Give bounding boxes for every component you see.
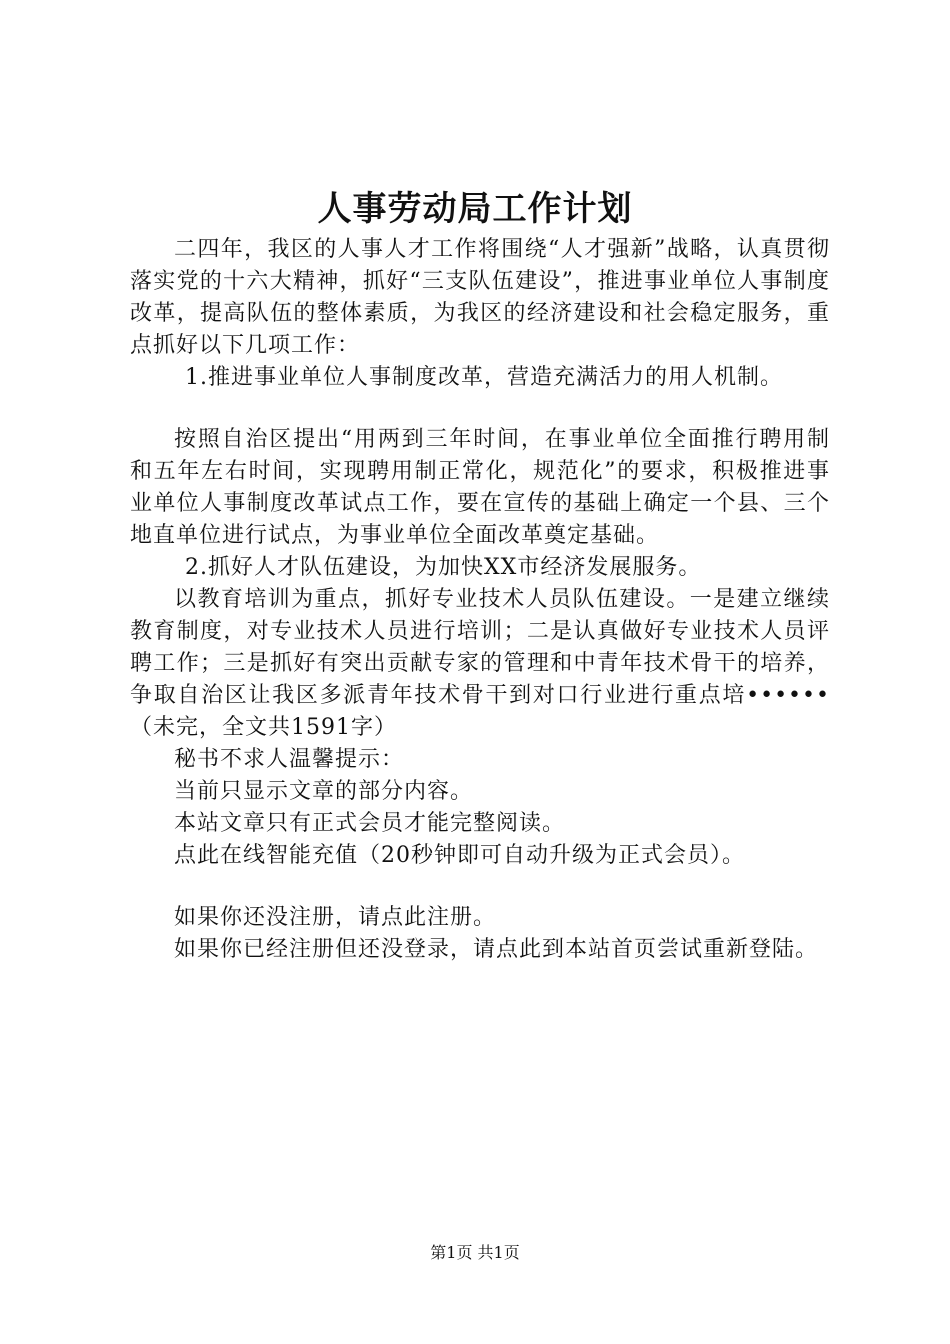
document-title: 人事劳动局工作计划 (317, 189, 633, 229)
paragraph-gap (130, 872, 830, 902)
section-paragraph-2: 以教育培训为重点，抓好专业技术人员队伍建设。一是建立继续教育制度，对专业技术人员进行培训；二是认真做好专业技术人员评聘工作；三是抓好有突出贡献专家的管理和中青年技术骨干的培养，争取自治区让我区多派青年技术骨干到对口行业进行重点培••••••（未完，全文共1591字） (130, 587, 830, 740)
page-number-footer: 第1页 共1页 (430, 1243, 520, 1262)
notice-line-partial: 当前只显示文章的部分内容。 (174, 779, 474, 804)
section-heading-1: 1.推进事业单位人事制度改革，营造充满活力的用人机制。 (185, 365, 783, 390)
recharge-link[interactable]: 点此在线智能充值（20秒钟即可自动升级为正式会员）。 (174, 843, 745, 868)
paragraph-gap (130, 394, 830, 424)
notice-line-members: 本站文章只有正式会员才能完整阅读。 (174, 811, 566, 836)
document-body (130, 234, 830, 966)
intro-paragraph: 二四年，我区的人事人才工作将围绕“人才强新”战略，认真贯彻落实党的十六大精神，抓好“三支队伍建设”，推进事业单位人事制度改革，提高队伍的整体素质，为我区的经济建设和社会稳定服务，重点抓好以下几项工作： (130, 237, 830, 358)
section-paragraph-1: 按照自治区提出“用两到三年时间，在事业单位全面推行聘用制和五年左右时间，实现聘用制正常化，规范化”的要求，积极推进事业单位人事制度改革试点工作，要在宣传的基础上确定一个县、三个地直单位进行试点，为事业单位全面改革奠定基础。 (130, 427, 830, 548)
notice-heading: 秘书不求人温馨提示： (174, 747, 405, 772)
login-link[interactable]: 如果你已经注册但还没登录，请点此到本站首页尝试重新登陆。 (174, 937, 819, 962)
register-link[interactable]: 如果你还没注册，请点此注册。 (174, 905, 497, 930)
section-heading-2: 2.抓好人才队伍建设，为加快XX市经济发展服务。 (185, 555, 702, 580)
